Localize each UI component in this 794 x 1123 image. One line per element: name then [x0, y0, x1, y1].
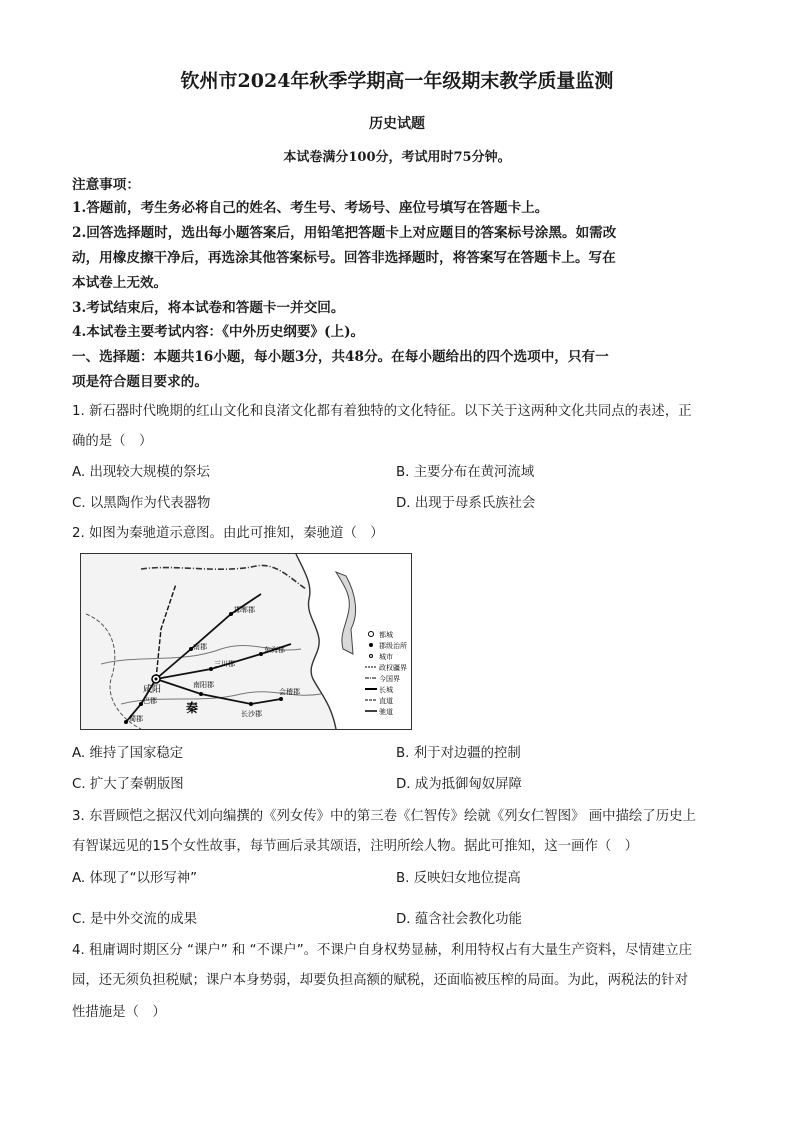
question-4-text: 4. 租庸调时期区分 “课户” 和 “不课户”。不课户自身权势显赫，利用特权占有大量生产资料，尽情建立庄: [72, 943, 692, 958]
qin-road-map: [80, 553, 412, 730]
q2-option-c[interactable]: C. 扩大了秦朝版图: [72, 777, 184, 792]
notice-item: 1.答题前，考生务必将自己的姓名、考生号、考场号、座位号填写在答题卡上。: [72, 200, 549, 216]
legend-label: 直道: [379, 697, 393, 705]
legend-label: 都城: [379, 631, 393, 639]
notice-item: 3.考试结束后，将本试卷和答题卡一并交回。: [72, 300, 345, 316]
q2-option-d[interactable]: D. 成为抵御匈奴屏障: [396, 777, 522, 792]
map-label: 南郡: [193, 643, 207, 651]
map-label: 巴郡: [143, 697, 157, 705]
q1-option-b[interactable]: B. 主要分布在黄河流域: [396, 465, 535, 480]
legend-label: 驰道: [379, 708, 393, 716]
legend-label: 今国界: [379, 675, 400, 683]
notice-heading: 注意事项：: [72, 177, 140, 193]
q3-option-a[interactable]: A. 体现了“以形写神”: [72, 871, 198, 886]
q1-option-c[interactable]: C. 以黑陶作为代表器物: [72, 496, 211, 511]
legend-label: 郡级治所: [379, 642, 407, 650]
section-heading: 一、选择题：本题共16小题，每小题3分，共48分。在每小题给出的四个选项中，只有一: [72, 349, 609, 365]
map-label: 蜀郡: [129, 715, 143, 723]
notice-item: 2.回答选择题时，选出每小题答案后，用铅笔把答题卡上对应题目的答案标号涂黑。如需改: [72, 225, 617, 241]
map-label: 会稽郡: [279, 688, 300, 696]
map-region-label: 秦: [186, 701, 199, 715]
q2-option-b[interactable]: B. 利于对边疆的控制: [396, 746, 521, 761]
exam-info: 本试卷满分100分，考试用时75分钟。: [283, 150, 511, 165]
q1-option-d[interactable]: D. 出现于母系氏族社会: [396, 496, 536, 511]
question-3-text: 3. 东晋顾恺之据汉代刘向编撰的《列女传》中的第三卷《仁智传》绘就《列女仁智图》 画中描绘了历史上: [72, 809, 696, 824]
question-4-text-cont: 园，还无须负担税赋；课户本身势弱，却要负担高额的赋税，还面临被压榨的局面。为此，两税法的针对: [72, 973, 688, 988]
q1-option-a[interactable]: A. 出现较大规模的祭坛: [72, 465, 210, 480]
legend-label: 政权疆界: [379, 664, 407, 672]
question-1-text-cont: 确的是（ ）: [72, 434, 153, 449]
question-1-text: 1. 新石器时代晚期的红山文化和良渚文化都有着独特的文化特征。以下关于这两种文化共同点的表述，正: [72, 404, 692, 419]
subject-title: 历史试题: [369, 116, 425, 132]
notice-item: 4.本试卷主要考试内容：《中外历史纲要》(上)。: [72, 324, 365, 340]
notice-item: 本试卷上无效。: [72, 275, 168, 291]
map-label: 邯郸郡: [234, 606, 255, 614]
question-4-text-cont: 性措施是（ ）: [72, 1005, 166, 1020]
q3-option-b[interactable]: B. 反映妇女地位提高: [396, 871, 521, 886]
q3-option-d[interactable]: D. 蕴含社会教化功能: [396, 912, 522, 927]
q3-option-c[interactable]: C. 是中外交流的成果: [72, 912, 197, 927]
question-2-text: 2. 如图为秦驰道示意图。由此可推知，秦驰道（ ）: [72, 526, 384, 541]
legend-label: 城市: [379, 653, 393, 661]
question-3-text-cont: 有智谋远见的15个女性故事，每节画后录其颂语，注明所绘人物。据此可推知，这一画作（ ）: [72, 839, 639, 854]
q2-option-a[interactable]: A. 维持了国家稳定: [72, 746, 184, 761]
map-label: 东海郡: [264, 646, 285, 654]
map-label: 南阳郡: [193, 681, 214, 689]
legend-label: 长城: [379, 686, 393, 694]
map-label: 咸阳: [143, 685, 162, 695]
map-label: 三川郡: [214, 660, 235, 668]
exam-title: 钦州市2024年秋季学期高一年级期末教学质量监测: [180, 70, 614, 92]
map-label: 长沙郡: [241, 710, 262, 718]
section-heading-cont: 项是符合题目要求的。: [72, 374, 208, 390]
notice-item: 动，用橡皮擦干净后，再选涂其他答案标号。回答非选择题时，将答案写在答题卡上。写在: [72, 250, 616, 266]
